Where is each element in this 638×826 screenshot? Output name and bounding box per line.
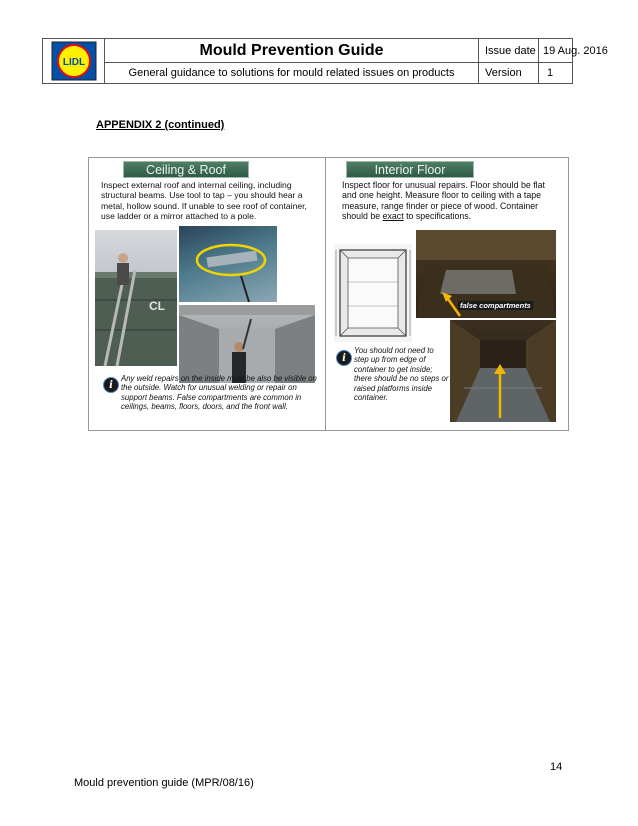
lidl-logo [51, 41, 97, 81]
page-number: 14 [550, 761, 563, 773]
interior-floor-text-start: Inspect floor for unusual repairs. Floor should be flat and one height. Measure floor to ceiling with a tape measure, range finder or piece of wood. Container should be [342, 180, 545, 222]
ceiling-roof-text: Inspect external roof and internal ceiling, including structural beams. Use tool to tap – you should hear a metal, hollow sound. If unable to see roof of container, use ladder or a mirror attached to a pole. [101, 180, 307, 222]
document-header-table [42, 38, 608, 84]
issue-date-text: 19 Aug. 2016 [543, 44, 608, 57]
container-marking: CL [149, 299, 165, 313]
container-diagram [334, 244, 412, 342]
info-icon: i [103, 377, 119, 393]
interior-floor-heading: Interior Floor [346, 161, 474, 178]
ceiling-roof-heading: Ceiling & Roof [123, 161, 249, 178]
issue-date-label: Issue date [479, 39, 539, 63]
logo-text: LIDL [62, 57, 85, 68]
ceiling-roof-note: Any weld repairs on the inside must be also be visible on the outside. Watch for unusual welding or repair on support beams. False compartments are common in ceilings, beams, floors, doors, and the front wall. [121, 374, 317, 412]
logo-cell [43, 39, 105, 83]
ladder-photo [95, 230, 177, 366]
interior-ceiling-photo [179, 305, 315, 383]
version-label: Version [479, 63, 539, 83]
false-compartments-callout: false compartments [460, 301, 531, 310]
document-subtitle: General guidance to solutions for mould related issues on products [105, 63, 479, 83]
panel-divider [325, 158, 326, 430]
floor-photo-bottom [450, 320, 556, 422]
ceiling-roof-panel [95, 160, 321, 428]
interior-floor-note: You should not need to step up from edge of container to get inside; there should be no steps or raised platforms inside container. [354, 346, 449, 403]
interior-floor-text-end: to specifications. [403, 211, 472, 222]
container-diagram-graphic [334, 244, 412, 342]
version-value: 1 [547, 67, 554, 79]
document-footer: Mould prevention guide (MPR/08/16) [74, 777, 254, 789]
issue-date-value [539, 39, 608, 63]
appendix-heading: APPENDIX 2 (continued) [96, 119, 225, 131]
interior-floor-text-emph: exact [382, 211, 404, 222]
interior-ceiling-graphic [179, 305, 315, 383]
info-icon: i [336, 350, 352, 366]
floor-photo-bottom-graphic [450, 320, 556, 422]
interior-floor-panel [330, 160, 564, 428]
roof-photo [179, 226, 277, 302]
roof-photo-graphic [179, 226, 277, 302]
interior-floor-text [342, 180, 560, 222]
ladder-photo-graphic [95, 230, 177, 366]
document-title: Mould Prevention Guide [105, 39, 479, 63]
inspection-figure [88, 157, 569, 431]
